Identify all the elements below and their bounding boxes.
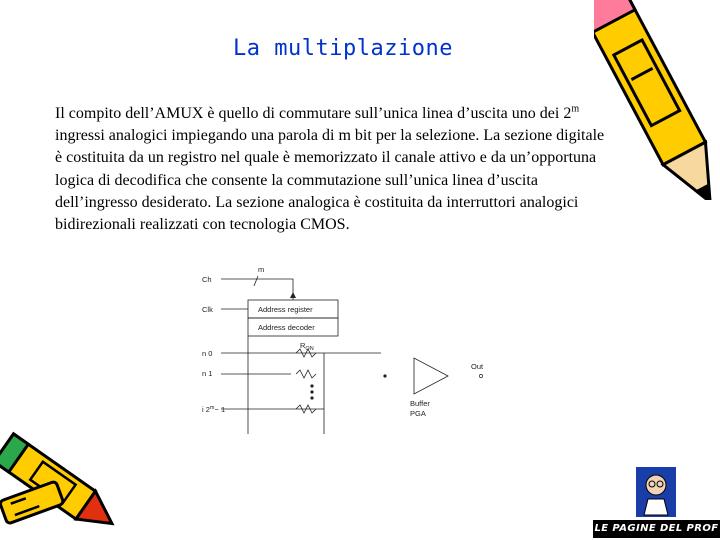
body-prefix: Il compito dell’AMUX è quello di commutare sull’unica linea d’uscita uno dei 2 <box>55 105 572 122</box>
professor-icon <box>636 467 676 517</box>
pencil-icon <box>594 0 720 200</box>
body-superscript: m <box>571 103 580 115</box>
diagram-input-1: n 1 <box>202 369 213 378</box>
professor-logo <box>593 465 720 540</box>
diagram-buffer-label: Buffer <box>410 399 430 408</box>
diagram-input-0: n 0 <box>202 349 213 358</box>
diagram-address-decoder: Address decoder <box>258 323 315 332</box>
slide-body <box>55 103 610 236</box>
slide-title: La multiplazione <box>233 36 453 61</box>
logo-text: LE PAGINE DEL PROF <box>593 520 720 538</box>
diagram-clk-label: Clk <box>202 305 213 314</box>
diagram-address-register: Address register <box>258 305 313 314</box>
diagram-input-last: i $2^m- 1$ <box>202 405 226 414</box>
diagram-ron-label: $R_{ON}$ <box>300 341 314 352</box>
diagram-out-label: Out <box>471 362 484 371</box>
diagram-ch-label: Ch <box>202 275 212 284</box>
body-suffix: ingressi analogici impiegando una parola di m bit per la selezione. La sezione digitale è costituita da un registro nel quale è memorizzato il canale attivo e da un’opportuna logica di decodifica che consente la commutazione sull’unica linea d’uscita dell’ingresso desiderato. La sezione analogica è costituita da interruttori analogici bidirezionali realizzati con tecnologia CMOS. <box>55 127 605 234</box>
pencil-icon <box>0 428 118 540</box>
diagram-m-label: m <box>258 265 265 274</box>
amux-diagram <box>196 264 506 436</box>
diagram-pga-label: PGA <box>410 409 426 418</box>
